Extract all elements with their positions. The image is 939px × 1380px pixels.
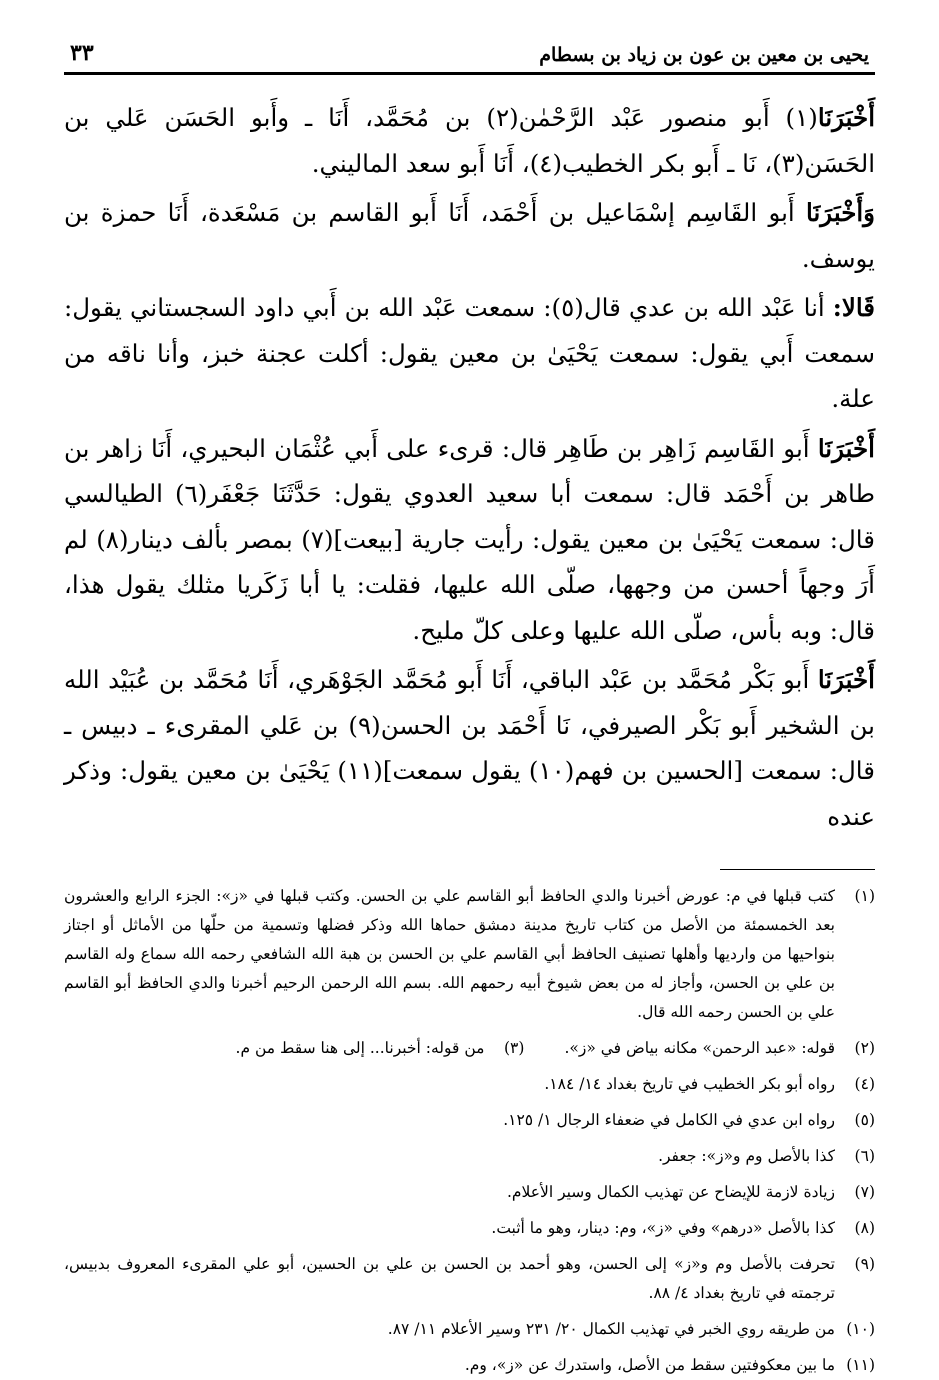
footnote-text: من طريقه روي الخبر في تهذيب الكمال ٢٠/ ٢٣١ وسير الأعلام ١١/ ٨٧. (387, 1320, 835, 1338)
paragraph-lead: قَالا: (832, 293, 875, 322)
footnote-text: كذا بالأصل «درهم» وفي «ز»، وم: دينار، وهو ما أثبت. (491, 1219, 835, 1237)
footnote (236, 1034, 525, 1063)
footnote-number: (٥) (854, 1111, 875, 1129)
paragraph-lead: أَخْبَرَنَا (817, 433, 875, 463)
footnote-number: (٩) (854, 1255, 875, 1273)
footnote-text: كذا بالأصل وم و«ز»: جعفر. (658, 1147, 835, 1165)
paragraph (64, 657, 875, 839)
footnote-number: (١) (854, 887, 875, 905)
footnote-text: رواه ابن عدي في الكامل في ضعفاء الرجال ١/ ١٢٥. (503, 1111, 835, 1129)
paragraph (64, 95, 875, 186)
paragraph-lead: أَخْبَرَنَا (817, 665, 875, 694)
footnote-number: (٤) (854, 1075, 875, 1093)
main-text (64, 95, 875, 839)
footnote-number: (١١) (846, 1356, 875, 1374)
paragraph-text: أَبو بَكْر مُحَمَّد بن عَبْد الباقي، أَنَا أَبو مُحَمَّد الجَوْهَري، أَنَا مُحَمَّد بن عُبَيْد الله بن الشخير أَبو بَكْر الصيرفي، نَا أَحْمَد بن الحسن(٩) بن عَلي المقرىء ـ دبيس ـ قال: سمعت [الحسين بن فهم(١٠) يقول سمعت](١١) يَحْيَىٰ بن معين يقول: وذكر عنده (64, 665, 875, 831)
footnote-text: زيادة لازمة للإيضاح عن تهذيب الكمال وسير الأعلام. (506, 1183, 835, 1201)
footnote-number: (٣) (503, 1039, 525, 1057)
paragraph-text: أَبو القَاسِم زَاهِر بن طَاهِر قال: قرىء على أَبي عُثْمَان البحيري، أَنَا زاهر بن طاهر بن أَحْمَد قال: سمعت أبا سعيد العدوي يقول: حَدَّثَنَا جَعْفَر(٦) الطيالسي قال: سمعت يَحْيَىٰ بن معين يقول: رأيت جارية [بيعت](٧) بمصر بألف دينار(٨) لم أَرَ وجهاً أحسن من وجهها، صلّى الله عليها، فقلت: يا أبا زَكَريا مثلك يقول هذا، قال: وبه بأس، صلّى الله عليها وعلى كلّ مليح. (64, 433, 875, 645)
footnote-text: رواه أبو بكر الخطيب في تاريخ بغداد ١٤/ ١٨٤. (544, 1075, 835, 1093)
footnote (64, 1351, 875, 1380)
footnote-text: من قوله: أخبرنا... إلى هنا سقط من م. (235, 1039, 485, 1057)
paragraph-text: أَبو القَاسِم إسْمَاعيل بن أَحْمَد، أَنَا أَبو القاسم بن مَسْعَدة، أَنَا حمزة بن يوسف. (64, 198, 875, 273)
footnote-separator (720, 869, 875, 870)
footnote-text: كتب قبلها في م: عورض أخبرنا والدي الحافظ أبو القاسم علي بن الحسن. وكتب قبلها في «ز»: الجزء الرابع والعشرون بعد الخمسمئة من الأصل من كتاب تاريخ مدينة دمشق حماها الله وذكر فضلها وتسمية من حلّها من الأماثل أو اجتاز بنواحيها من وارديها وأهلها تصنيف الحافظ أبي القاسم علي بن الحسن بن هبة الله الشافعي رحمه الله سماع وله القاسم بن علي بن الحسن، وأجاز له من بعض شيوخ أبيه رحمهم الله. بسم الله الرحمن الرحيم أخبرنا والدي الحافظ أبو القاسم علي بن الحسن رحمه الله قال. (64, 887, 835, 1021)
footnote (64, 1106, 875, 1135)
paragraph (64, 426, 875, 654)
footnote-text: ما بين معكوفتين سقط من الأصل، واستدرك عن «ز»، وم. (464, 1356, 835, 1374)
footnote-text: قوله: «عبد الرحمن» مكانه بياض في «ز». (564, 1039, 835, 1057)
paragraph-text: أنا عَبْد الله بن عدي قال(٥): سمعت عَبْد الله بن أَبي داود السجستاني يقول: سمعت أَبي يقول: سمعت يَحْيَىٰ بن معين يقول: أكلت عجنة خبز، وأنا ناقه من علة. (64, 293, 875, 413)
footnotes (64, 882, 875, 1380)
footnote (64, 1250, 875, 1308)
footnote-row (64, 1034, 875, 1063)
footnote-number: (٧) (854, 1183, 875, 1201)
footnote (64, 1178, 875, 1207)
footnote (64, 1142, 875, 1171)
paragraph (64, 190, 875, 281)
footnote-number: (٨) (854, 1219, 875, 1237)
paragraph-lead: أَخْبَرَنَا (817, 103, 876, 132)
footnote (64, 1214, 875, 1243)
paragraph-lead: وَأَخْبَرَنَا (806, 198, 875, 227)
footnote (64, 1315, 875, 1344)
page-number: ٣٣ (70, 40, 94, 66)
footnote-number: (١٠) (846, 1320, 875, 1338)
paragraph (64, 285, 875, 422)
page-header (64, 40, 875, 75)
footnote (64, 1070, 875, 1099)
footnote-number: (٢) (854, 1039, 875, 1057)
footnote (64, 882, 875, 1027)
running-title: يحيى بن معين بن عون بن زياد بن بسطام (539, 44, 869, 66)
footnote (564, 1034, 875, 1063)
paragraph-text: (١) أَبو منصور عَبْد الرَّحْمٰن(٢) بن مُحَمَّد، أَنَا ـ وأَبو الحَسَن عَلي بن الحَسَن(٣)، نَا ـ أَبو بكر الخطيب(٤)، أَنَا أَبو سعد الماليني. (64, 103, 875, 178)
footnote-text: تحرفت بالأصل وم و«ز» إلى الحسن، وهو أحمد بن الحسن بن علي بن الحسين، أبو علي المقرىء المعروف بدبيس، ترجمته في تاريخ بغداد ٤/ ٨٨. (64, 1255, 835, 1302)
footnote-number: (٦) (854, 1147, 875, 1165)
